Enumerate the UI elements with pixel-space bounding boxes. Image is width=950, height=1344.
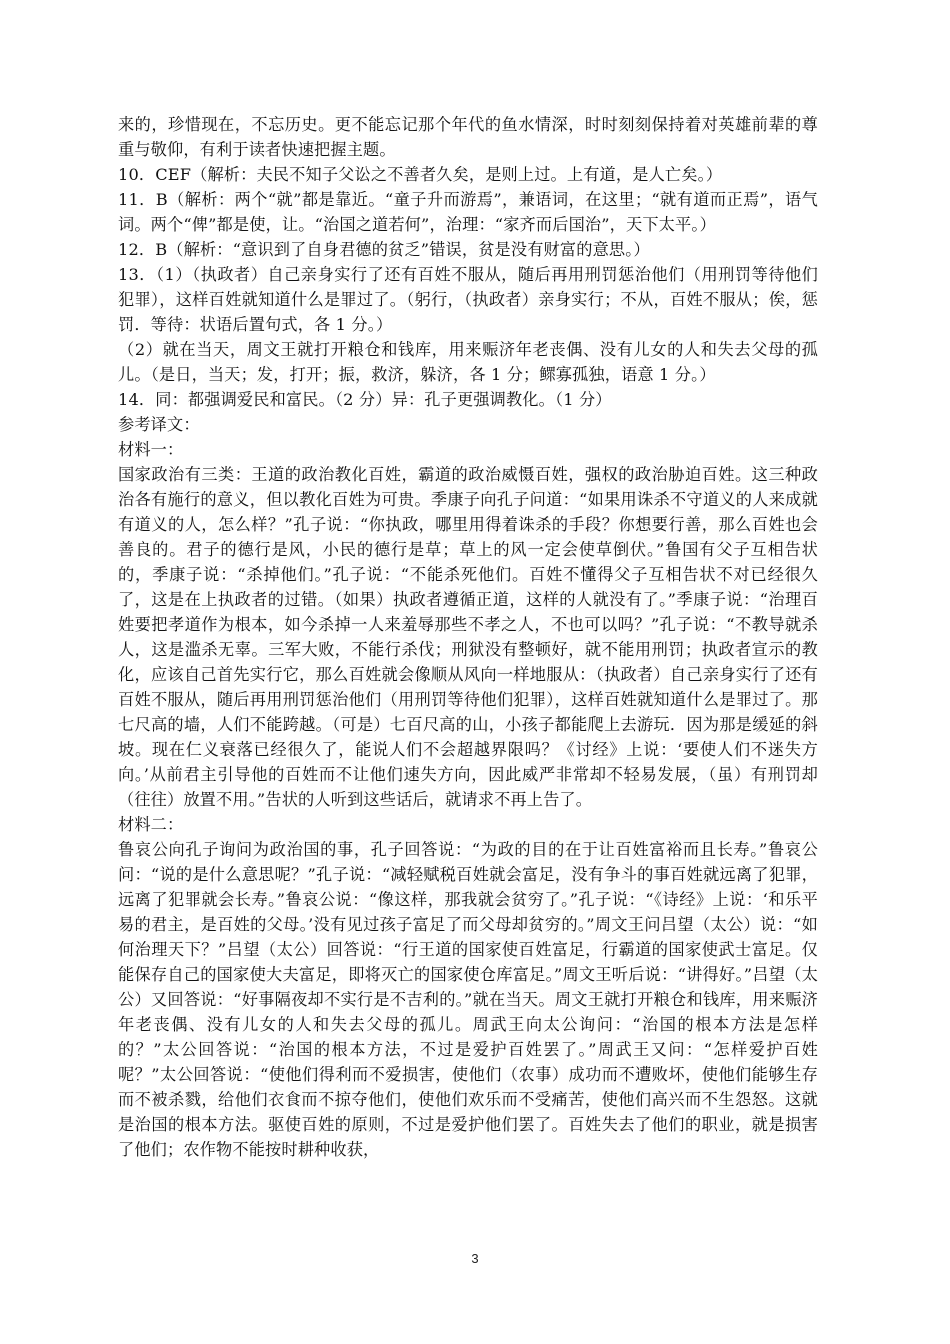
paragraph-intro-continuation: 来的，珍惜现在，不忘历史。更不能忘记那个年代的鱼水情深，时时刻刻保持着对英雄前辈的尊重与敬仰，有利于读者快速把握主题。 bbox=[118, 115, 818, 159]
answer-13-part-2: （2）就在当天，周文王就打开粮仓和钱库，用来赈济年老丧偶、没有儿女的人和失去父母的孤儿。（是日，当天；发，打开；振，救济，躲济，各 1 分；鳏寡孤独，语意 1 分。） bbox=[118, 340, 818, 384]
answer-10: 10．CEF（解析：夫民不知子父讼之不善者久矣，是则上过。上有道，是人亡矣。） bbox=[118, 165, 723, 184]
material-one-heading: 材料一： bbox=[118, 440, 184, 459]
answer-11: 11．B（解析：两个“就”都是靠近。“童子升而游焉”，兼语词，在这里；“就有道而正焉”，语气词。两个“俾”都是使，让。“治国之道若何”，治理：“家齐而后国治”，天下太平。） bbox=[118, 190, 818, 234]
document-body bbox=[118, 112, 818, 1162]
reference-translation-heading: 参考译文： bbox=[118, 415, 200, 434]
page-number: 3 bbox=[471, 1251, 479, 1266]
answer-13-part-1: 13．（1）（执政者）自己亲身实行了还有百姓不服从，随后再用刑罚惩治他们（用刑罚等待他们犯罪），这样百姓就知道什么是罪过了。（躬行，（执政者）亲身实行；不从，百姓不服从；俟，惩罚．等待：状语后置句式，各 1 分。） bbox=[118, 265, 818, 334]
material-two-text: 鲁哀公向孔子询问为政治国的事，孔子回答说：“为政的目的在于让百姓富裕而且长寿。”鲁哀公问：“说的是什么意思呢？”孔子说：“减轻赋税百姓就会富足，没有争斗的事百姓就远离了犯罪，远离了犯罪就会长寿。”鲁哀公说：“像这样，那我就会贫穷了。”孔子说：“《诗经》上说：‘和乐平易的君主，是百姓的父母。’没有见过孩子富足了而父母却贫穷的。”周文王问吕望（太公）说：“如何治理天下？”吕望（太公）回答说：“行王道的国家使百姓富足，行霸道的国家使武士富足。仅能保存自己的国家使大夫富足，即将灭亡的国家使仓库富足。”周文王听后说：“讲得好。”吕望（太公）又回答说：“好事隔夜却不实行是不吉利的。”就在当天。周文王就打开粮仓和钱库，用来赈济年老丧偶、没有儿女的人和失去父母的孤儿。周武王向太公询问：“治国的根本方法是怎样的？”太公回答说：“治国的根本方法，不过是爱护百姓罢了。”周武王又问：“怎样爱护百姓呢？”太公回答说：“使他们得利而不爱损害，使他们（农事）成功而不遭败坏，使他们能够生存而不被杀戮，给他们衣食而不掠夺他们，使他们欢乐而不受痛苦，使他们高兴而不生怨怒。这就是治国的根本方法。驱使百姓的原则，不过是爱护他们罢了。百姓失去了他们的职业，就是损害了他们；农作物不能按时耕种收获， bbox=[118, 840, 818, 1159]
answer-12: 12．B（解析：“意识到了自身君德的贫乏”错误，贫是没有财富的意思。） bbox=[118, 240, 650, 259]
material-two-heading: 材料二： bbox=[118, 815, 184, 834]
answer-14: 14．同：都强调爱民和富民。（2 分）异：孔子更强调教化。（1 分） bbox=[118, 390, 612, 409]
material-one-text: 国家政治有三类：王道的政治教化百姓，霸道的政治威慑百姓，强权的政治胁迫百姓。这三种政治各有施行的意义，但以教化百姓为可贵。季康子向孔子问道：“如果用诛杀不守道义的人来成就有道义的人，怎么样？”孔子说：“你执政，哪里用得着诛杀的手段？你想要行善，那么百姓也会善良的。君子的德行是风，小民的德行是草；草上的风一定会使草倒伏。”鲁国有父子互相告状的，季康子说：“杀掉他们。”孔子说：“不能杀死他们。百姓不懂得父子互相告状不对已经很久了，这是在上执政者的过错。（如果）执政者遵循正道，这样的人就没有了。”季康子说：“治理百姓要把孝道作为根本，如今杀掉一人来羞辱那些不孝之人，不也可以吗？”孔子说：“不教导就杀人，这是滥杀无辜。三军大败，不能行杀伐；刑狱没有整顿好，就不能用刑罚；执政者宣示的教化，应该自己首先实行它，那么百姓就会像顺从风向一样地服从：（执政者）自己亲身实行了还有百姓不服从，随后再用刑罚惩治他们（用刑罚等待他们犯罪），这样百姓就知道什么是罪过了。那七尺高的墙，人们不能跨越。（可是）七百尺高的山，小孩子都能爬上去游玩．因为那是缓延的斜坡。现在仁义衰落已经很久了，能说人们不会超越界限吗？《讨经》上说：‘要使人们不迷失方向。’从前君主引导他的百姓而不让他们速失方向，因此威严非常却不轻易发展，（虽）有刑罚却（往往）放置不用。”告状的人听到这些话后，就请求不再上告了。 bbox=[118, 465, 818, 809]
